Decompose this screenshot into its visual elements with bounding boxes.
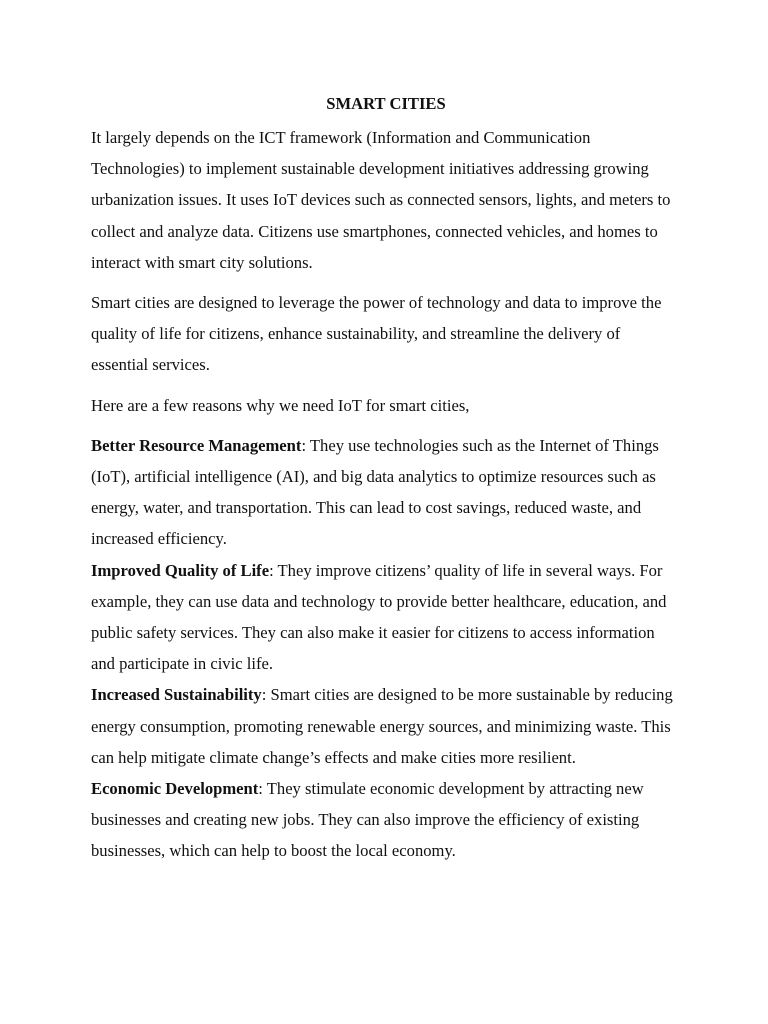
reason-text: : They use technologies such as the Internet of Things (IoT), artificial intelligence (AI), and big data analytics to optimize resources such as energy, water, and transportation. This can lead to cost savings, reduced waste, and increased efficiency. — [91, 435, 659, 549]
reason-quality-of-life — [91, 555, 681, 680]
reason-text: : Smart cities are designed to be more sustainable by reducing energy consumption, promoting renewable energy sources, and minimizing waste. This can help mitigate climate change’s effects and make cities more resilient. — [91, 685, 673, 767]
reason-text: : They stimulate economic development by attracting new businesses and creating new jobs. They can also improve the efficiency of existing businesses, which can help to boost the local economy. — [91, 779, 644, 861]
reason-term: Better Resource Management — [91, 435, 302, 455]
paragraph-smart-cities-purpose: Smart cities are designed to leverage the power of technology and data to improve the quality of life for citizens, enhance sustainability, and streamline the delivery of essential services. — [91, 293, 662, 375]
paragraph-reasons-intro: Here are a few reasons why we need IoT for smart cities, — [91, 395, 470, 415]
paragraph-ict-framework: It largely depends on the ICT framework (Information and Communication Technologies) to implement sustainable development initiatives addressing growing urbanization issues. It uses IoT devices such as connected sensors, lights, and meters to collect and analyze data. Citizens use smartphones, connected vehicles, and homes to interact with smart city solutions. — [91, 128, 671, 272]
reason-term: Economic Development — [91, 779, 259, 799]
document-body — [91, 90, 681, 867]
document-title: SMART CITIES — [326, 94, 446, 113]
reason-term: Increased Sustainability — [91, 685, 262, 705]
reason-sustainability — [91, 679, 681, 773]
reason-term: Improved Quality of Life — [91, 560, 270, 580]
reason-resource-management — [91, 430, 681, 555]
reason-text: : They improve citizens’ quality of life in several ways. For example, they can use data and technology to provide better healthcare, education, and public safety services. They can also make it easier for citizens to access information and participate in civic life. — [91, 560, 667, 674]
reason-economic-development — [91, 773, 681, 867]
